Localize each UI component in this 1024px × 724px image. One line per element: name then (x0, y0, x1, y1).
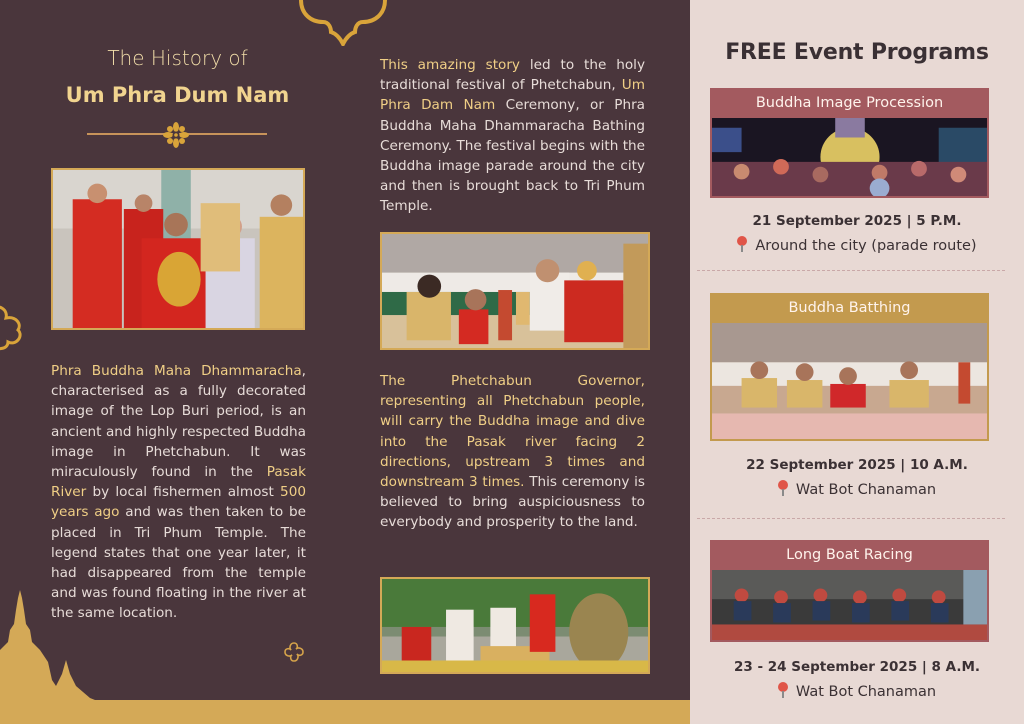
event-date-1: 21 September 2025 | 5 P.M. (752, 213, 962, 229)
side-ornament-icon (0, 302, 26, 352)
story-paragraph-1: This amazing story led to the holy traditional festival of Phetchabun, Um Phra Dam Nam Ceremony, or Phra Buddha Maha Dhammaracha Bathing Ceremony. The festival begins with the Buddha image parade around the city and then is brought back to Tri Phum Temple. (380, 57, 646, 215)
bathing-photo (380, 232, 650, 350)
event-card-procession[interactable] (710, 88, 989, 198)
royal-barge-photo (380, 577, 650, 674)
history-subtitle: The History of (107, 46, 248, 70)
quatrefoil-icon (282, 640, 306, 664)
history-paragraph: Phra Buddha Maha Dhammaracha, characterised as a fully decorated image of the Lop Buri period, is an ancient and highly respected Buddha image in Phetchabun. It was miraculously found in the Pasak River by local fishermen almost 500 years ago and was then taken to be placed in Tri Phum Temple. The legend states that one year later, it had disappeared from the temple and was found floating in the river at the same location. (51, 363, 307, 622)
event-header: Long Boat Racing (710, 540, 989, 570)
highlight-pasak-river: Pasak River (51, 464, 306, 501)
event-header: Buddha Batthing (710, 293, 989, 323)
event-location-3: Wat Bot Chanaman (690, 682, 1024, 700)
top-ornament-icon (297, 0, 389, 46)
event-photo (710, 118, 989, 198)
event-date-3: 23 - 24 September 2025 | 8 A.M. (733, 659, 981, 675)
divider (697, 270, 1005, 271)
event-header: Buddha Image Procession (710, 88, 989, 118)
event-location-2: Wat Bot Chanaman (690, 480, 1024, 498)
map-pin-icon (737, 236, 747, 252)
story-paragraph-2: The Phetchabun Governor, representing all Phetchabun people, will carry the Buddha image and dive into the Pasak river facing 2 directions, upstream 3 times and downstream 3 times. This ceremony is believed to bring auspiciousness to everybody and prosperity to the land. (380, 373, 645, 531)
highlight-500-years: 500 years ago (51, 484, 306, 521)
event-date-2: 22 September 2025 | 10 A.M. (746, 457, 968, 473)
event-photo (710, 323, 989, 441)
map-pin-icon (778, 480, 788, 496)
highlight-buddha-name: Phra Buddha Maha Dhammaracha (51, 363, 302, 379)
history-title: Um Phra Dum Nam (65, 83, 290, 107)
event-photo (710, 570, 989, 642)
event-card-bathing[interactable] (710, 293, 989, 441)
flower-ornament-icon (163, 122, 189, 148)
divider (697, 518, 1005, 519)
events-title: FREE Event Programs (725, 40, 989, 65)
event-location-1: Around the city (parade route) (690, 236, 1024, 254)
event-card-boat-racing[interactable] (710, 540, 989, 642)
procession-photo (51, 168, 305, 330)
map-pin-icon (778, 682, 788, 698)
gold-bottom-strip (0, 700, 690, 724)
